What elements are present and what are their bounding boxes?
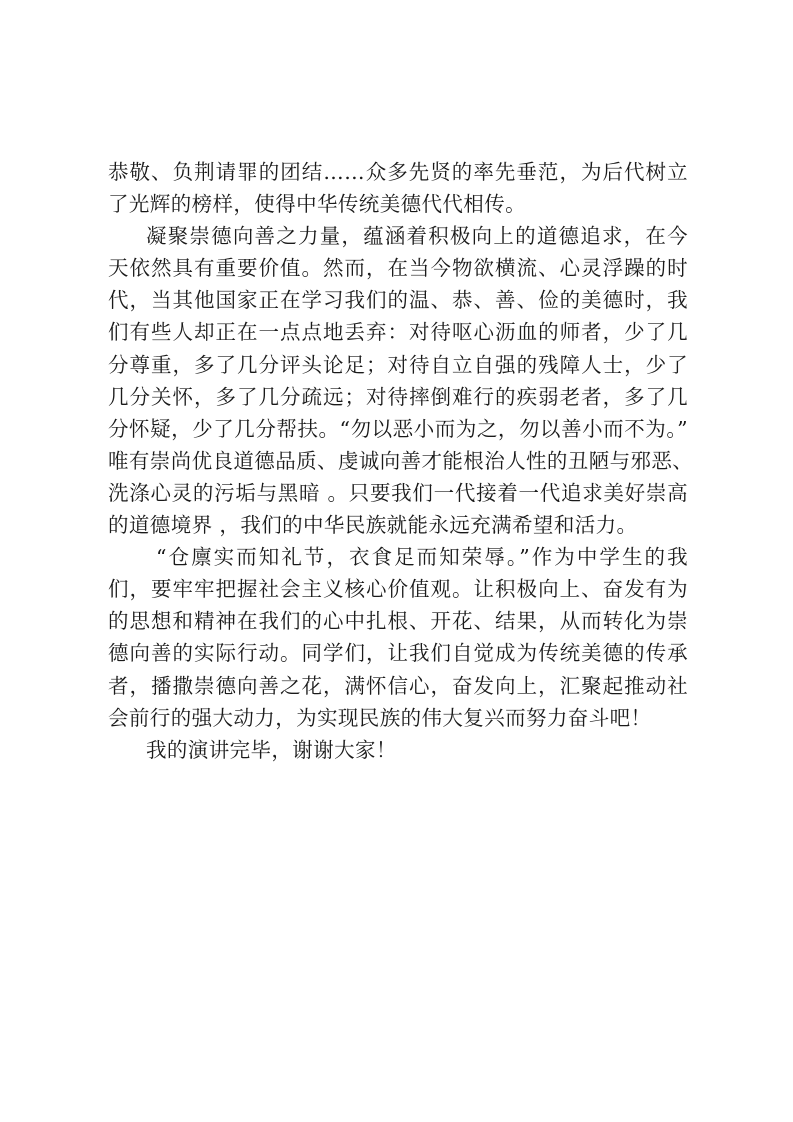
text-line: 的道德境界 ，我们的中华民族就能永远充满希望和活力。 (108, 513, 638, 538)
text-line: 们，要牢牢把握社会主义核心价值观。让积极向上、奋发有为 (108, 577, 688, 602)
text-line: 的思想和精神在我们的心中扎根、开花、结果，从而转化为崇 (108, 609, 688, 634)
text-line: 恭敬、负荆请罪的团结……众多先贤的率先垂范，为后代树立 (108, 160, 688, 184)
text-line: 几分关怀，多了几分疏远；对待摔倒难行的疾弱老者，多了几 (108, 384, 688, 409)
text-line: 洗涤心灵的污垢与黑暗 。只要我们一代接着一代追求美好崇高 (108, 480, 688, 505)
closing-line: 我的演讲完毕，谢谢大家！ (146, 737, 397, 762)
text-line: 天依然具有重要价值。然而，在当今物欲横流、心灵浮躁的时 (108, 256, 688, 281)
text-line: 会前行的强大动力，为实现民族的伟大复兴而努力奋斗吧！ (108, 705, 652, 730)
document-body (108, 156, 694, 766)
text-line: 唯有崇尚优良道德品质、虔诚向善才能根治人性的丑陋与邪恶、 (108, 448, 694, 473)
text-line: 者，播撒崇德向善之花，满怀信心，奋发向上，汇聚起推动社 (108, 673, 688, 698)
text-line: 分怀疑，少了几分帮扶。“勿以恶小而为之，勿以善小而不为。” (108, 416, 688, 441)
paragraph-4 (108, 734, 688, 766)
text-line: “仓廪实而知礼节，衣食足而知荣辱。”作为中学生的我 (156, 545, 688, 570)
text-line: 凝聚崇德向善之力量，蕴涵着积极向上的道德追求，在今 (146, 224, 688, 249)
text-line: 分尊重，多了几分评头论足；对待自立自强的残障人士，少了 (108, 352, 688, 377)
text-line: 了光辉的榜样，使得中华传统美德代代相传。 (108, 192, 526, 217)
paragraph-2 (108, 220, 694, 541)
paragraph-1 (108, 156, 688, 220)
paragraph-3 (108, 541, 688, 734)
text-line: 们有些人却正在一点点地丢弃：对待呕心沥血的师者，少了几 (108, 320, 688, 345)
text-line: 代，当其他国家正在学习我们的温、恭、善、俭的美德时，我 (108, 288, 688, 313)
text-line: 德向善的实际行动。同学们，让我们自觉成为传统美德的传承 (108, 641, 688, 666)
